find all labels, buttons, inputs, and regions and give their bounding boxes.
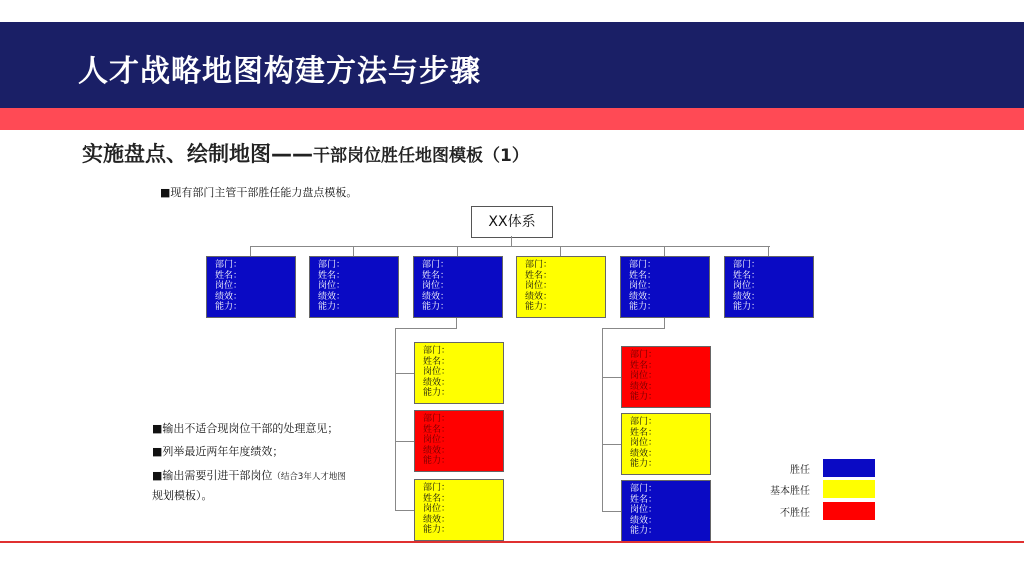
legend-swatch: [823, 480, 875, 498]
branch-a-spine: [395, 328, 396, 511]
field-label: 能力：: [423, 388, 451, 399]
field-label: 能力：: [630, 459, 658, 470]
dept-box-branch-b-3: [621, 480, 711, 542]
field-label: 能力：: [423, 525, 451, 536]
field-label: 绩效：: [423, 377, 451, 388]
field-label: 绩效：: [629, 291, 657, 302]
branch-a-drop: [456, 318, 457, 328]
field-label: 姓名：: [630, 427, 658, 438]
field-label: 姓名：: [630, 494, 658, 505]
note-3-paren: （结合3年人才地图: [272, 472, 346, 482]
field-label: 岗位：: [630, 438, 658, 449]
dept-box-branch-b-1: [621, 346, 711, 408]
page-title: 人才战略地图构建方法与步骤: [78, 54, 481, 89]
field-label: 岗位：: [318, 281, 346, 292]
field-label: 能力：: [525, 302, 553, 313]
field-label: 姓名：: [422, 270, 450, 281]
dept-box-top-3: [413, 256, 503, 318]
field-label: 绩效：: [318, 291, 346, 302]
field-label: 姓名：: [215, 270, 243, 281]
dept-box-top-2: [309, 256, 399, 318]
field-label: 能力：: [630, 526, 658, 537]
intro-note: ■现有部门主管干部胜任能力盘点模板。: [160, 186, 358, 199]
field-label: 绩效：: [422, 291, 450, 302]
footer-rule: [0, 541, 1024, 543]
field-label: 部门：: [422, 260, 450, 270]
field-label: 部门：: [629, 260, 657, 270]
field-label: 绩效：: [525, 291, 553, 302]
field-label: 绩效：: [630, 448, 658, 459]
field-label: 能力：: [423, 456, 451, 467]
top-drop: [664, 246, 665, 256]
dept-box-branch-b-2: [621, 413, 711, 475]
field-label: 岗位：: [215, 281, 243, 292]
legend-swatch: [823, 502, 875, 520]
dept-box-top-4: [516, 256, 606, 318]
field-label: 能力：: [215, 302, 243, 313]
field-label: 部门：: [423, 346, 451, 356]
field-label: 部门：: [525, 260, 553, 270]
field-label: 绩效：: [630, 515, 658, 526]
field-label: 姓名：: [318, 270, 346, 281]
field-label: 绩效：: [733, 291, 761, 302]
note-2: ■列举最近两年年度绩效；: [152, 445, 284, 458]
branch-b-tick: [602, 511, 621, 512]
dept-box-top-5: [620, 256, 710, 318]
dept-box-branch-a-3: [414, 479, 504, 541]
field-label: 能力：: [629, 302, 657, 313]
root-connector: [511, 236, 512, 246]
branch-b-drop: [664, 318, 665, 328]
top-drop: [250, 246, 251, 256]
top-drop: [457, 246, 458, 256]
legend-label: 基本胜任: [770, 486, 810, 497]
field-label: 部门：: [630, 350, 658, 360]
field-label: 姓名：: [630, 360, 658, 371]
field-label: 能力：: [318, 302, 346, 313]
note-3: [152, 467, 346, 483]
branch-a-tick: [395, 510, 414, 511]
branch-a-link: [395, 328, 457, 329]
branch-b-link: [602, 328, 665, 329]
field-label: 部门：: [423, 414, 451, 424]
header-bar: [0, 22, 1024, 108]
legend-label: 胜任: [790, 465, 810, 476]
note-3-main: ■输出需要引进干部岗位: [152, 469, 273, 482]
branch-b-tick: [602, 377, 621, 378]
field-label: 绩效：: [630, 381, 658, 392]
field-label: 岗位：: [630, 371, 658, 382]
field-label: 能力：: [733, 302, 761, 313]
accent-strip: [0, 108, 1024, 130]
top-drop: [768, 246, 769, 256]
field-label: 绩效：: [423, 445, 451, 456]
field-label: 姓名：: [733, 270, 761, 281]
field-label: 姓名：: [629, 270, 657, 281]
field-label: 姓名：: [423, 424, 451, 435]
top-bus: [250, 246, 770, 247]
field-label: 部门：: [733, 260, 761, 270]
field-label: 岗位：: [423, 504, 451, 515]
legend-label: 不胜任: [780, 508, 810, 519]
top-drop: [353, 246, 354, 256]
top-drop: [560, 246, 561, 256]
field-label: 能力：: [422, 302, 450, 313]
legend-swatch: [823, 459, 875, 477]
branch-a-tick: [395, 373, 414, 374]
dept-box-top-6: [724, 256, 814, 318]
field-label: 姓名：: [525, 270, 553, 281]
branch-b-tick: [602, 444, 621, 445]
field-label: 姓名：: [423, 356, 451, 367]
branch-a-tick: [395, 441, 414, 442]
field-label: 部门：: [630, 484, 658, 494]
field-label: 部门：: [423, 483, 451, 493]
field-label: 部门：: [318, 260, 346, 270]
root-node: XX体系: [471, 206, 553, 238]
field-label: 岗位：: [629, 281, 657, 292]
field-label: 岗位：: [733, 281, 761, 292]
dept-box-branch-a-2: [414, 410, 504, 472]
field-label: 能力：: [630, 392, 658, 403]
note-4: 规划模板）。: [152, 489, 213, 502]
field-label: 部门：: [215, 260, 243, 270]
note-1: ■输出不适合现岗位干部的处理意见；: [152, 422, 339, 435]
dept-box-branch-a-1: [414, 342, 504, 404]
branch-b-spine: [602, 328, 603, 511]
section-title-main: 实施盘点、绘制地图——: [82, 142, 313, 166]
field-label: 岗位：: [423, 435, 451, 446]
field-label: 岗位：: [630, 505, 658, 516]
field-label: 绩效：: [215, 291, 243, 302]
dept-box-top-1: [206, 256, 296, 318]
section-title-sub: 干部岗位胜任地图模板（1）: [313, 146, 529, 166]
field-label: 部门：: [630, 417, 658, 427]
section-title: [82, 138, 529, 168]
field-label: 绩效：: [423, 514, 451, 525]
field-label: 岗位：: [423, 367, 451, 378]
field-label: 岗位：: [422, 281, 450, 292]
field-label: 岗位：: [525, 281, 553, 292]
field-label: 姓名：: [423, 493, 451, 504]
